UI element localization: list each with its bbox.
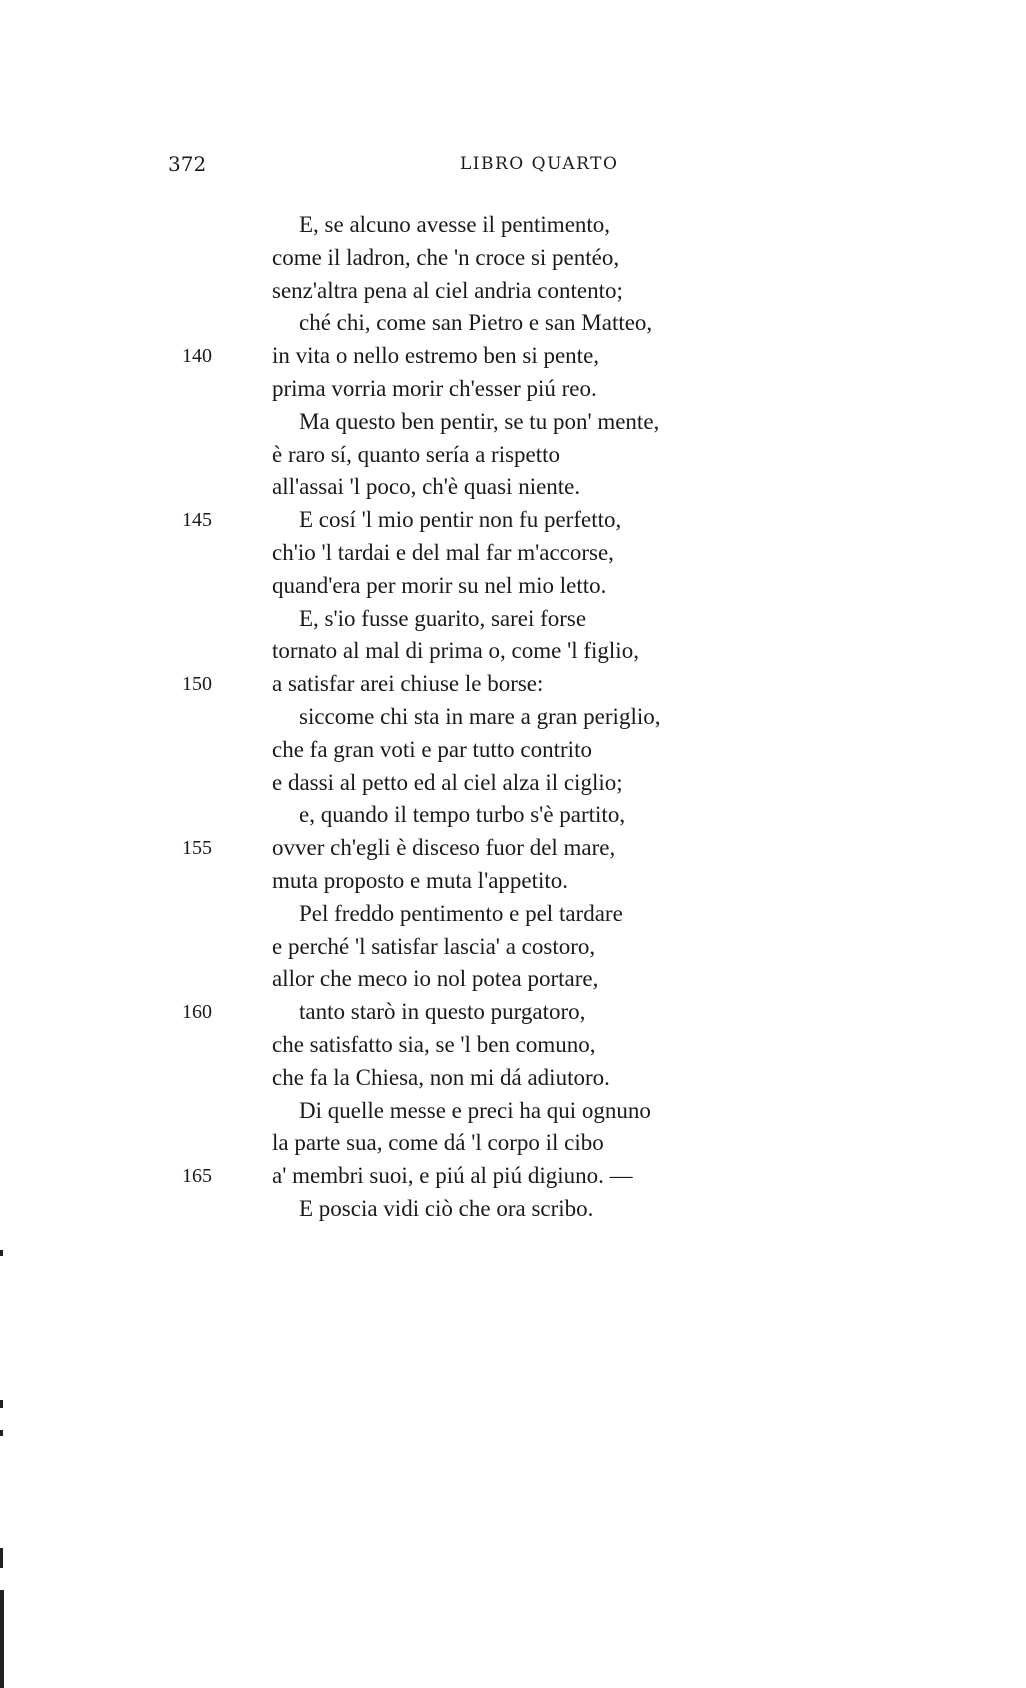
line-number: 145 [182,509,212,532]
verse-line: Pel freddo pentimento e pel tardare [299,900,623,926]
scan-edge-mark [0,1250,3,1256]
verse-line: E, se alcuno avesse il pentimento, [299,212,611,237]
page-number: 372 [168,152,207,176]
verse-line: ovver ch'egli è disceso fuor del mare, [272,835,616,861]
verse-line: è raro sí, quanto sería a rispetto [272,441,561,467]
verse-line: E cosí 'l mio pentir non fu perfetto, [299,507,622,533]
verse-line: E poscia vidi ciò che ora scribo. [299,1196,594,1221]
verse-line: Di quelle messe e preci ha qui ognuno [299,1097,651,1123]
line-number: 165 [182,1165,212,1188]
scan-edge-mark [0,1590,4,1688]
verse-line: a satisfar arei chiuse le borse: [272,671,544,697]
verse-line: e dassi al petto ed al ciel alza il ciglio; [272,769,623,795]
verse-line: e, quando il tempo turbo s'è partito, [299,802,626,828]
line-number: 155 [182,837,212,860]
verse-line: e perché 'l satisfar lascia' a costoro, [272,933,596,959]
scan-edge-mark [0,1400,3,1408]
verse-line: come il ladron, che 'n croce si pentéo, [272,244,620,270]
verse-line: che fa gran voti e par tutto contrito [272,736,592,762]
verse-line: all'assai 'l poco, ch'è quasi niente. [272,474,581,500]
verse-line: prima vorria morir ch'esser piú reo. [272,376,597,401]
verse-line: la parte sua, come dá 'l corpo il cibo [272,1130,604,1156]
verse-line: in vita o nello estremo ben si pente, [272,343,600,369]
verse-line: tornato al mal di prima o, come 'l figlio, [272,638,639,664]
scan-edge-mark [0,1430,3,1436]
verse-line: muta proposto e muta l'appetito. [272,868,569,893]
verse-line: a' membri suoi, e piú al piú digiuno. — [272,1163,633,1189]
verse-line: che fa la Chiesa, non mi dá adiutoro. [272,1064,610,1090]
line-number: 160 [182,1001,212,1024]
verse-line: ch'io 'l tardai e del mal far m'accorse, [272,540,614,565]
line-number: 150 [182,673,212,696]
verse-line: ché chi, come san Pietro e san Matteo, [299,310,653,336]
verse-line: quand'era per morir su nel mio letto. [272,572,607,598]
verse-line: che satisfatto sia, se 'l ben comuno, [272,1032,596,1057]
verse-line: E, s'io fusse guarito, sarei forse [299,605,587,631]
verse-line: Ma questo ben pentir, se tu pon' mente, [299,408,660,434]
verse-line: siccome chi sta in mare a gran periglio, [299,704,661,729]
verse-line: senz'altra pena al ciel andria contento; [272,277,623,303]
verse-line: allor che meco io nol potea portare, [272,966,599,992]
verse-line: tanto starò in questo purgatoro, [299,999,586,1025]
scan-edge-mark [0,1548,3,1568]
running-title: LIBRO QUARTO [460,154,619,174]
line-number: 140 [182,345,212,368]
